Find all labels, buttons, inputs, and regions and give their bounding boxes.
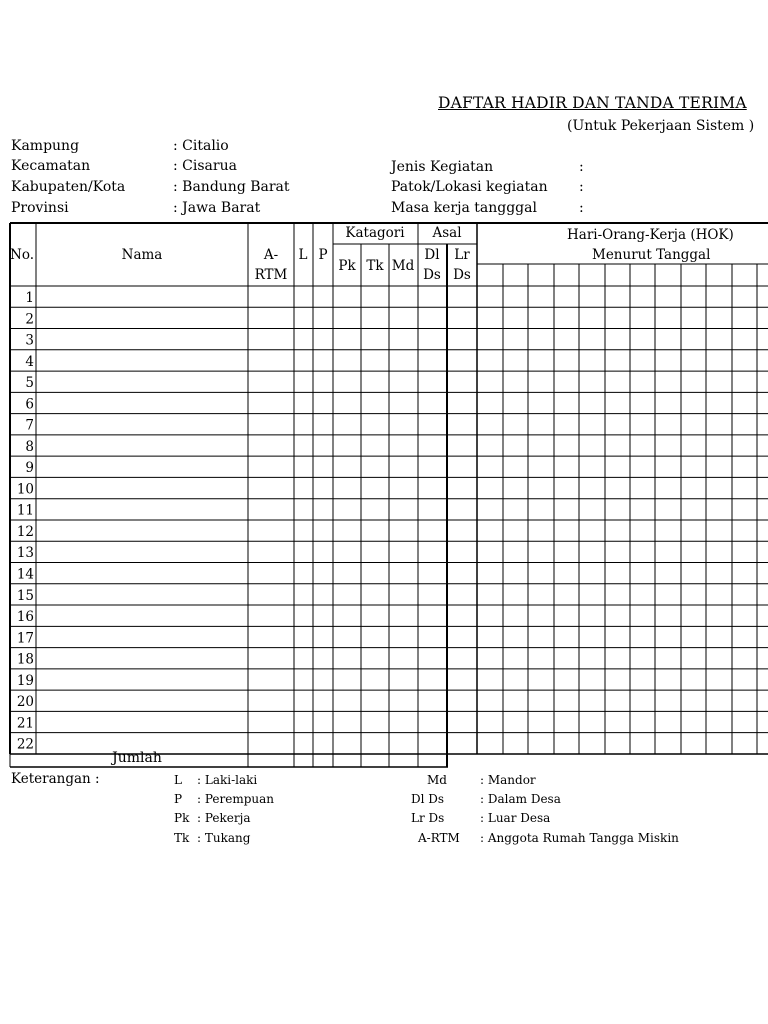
info-label-jenis-kegiatan: Jenis Kegiatan: [391, 159, 494, 175]
legend-desc-pk: : Pekerja: [197, 811, 251, 825]
header-lrds-line2: Ds: [453, 267, 471, 283]
header-dlds-line2: Ds: [423, 267, 441, 283]
row-number: 19: [16, 672, 34, 689]
row-number: 22: [16, 736, 34, 753]
header-hok: Hari-Orang-Kerja (HOK): [567, 227, 734, 243]
row-number: 3: [25, 332, 34, 349]
header-no: No.: [10, 247, 34, 263]
row-number: 6: [25, 396, 34, 413]
info-label-patok-lokasi: Patok/Lokasi kegiatan: [391, 179, 548, 195]
legend-abbr-dlds: Dl Ds: [411, 792, 445, 806]
document-title: DAFTAR HADIR DAN TANDA TERIMA: [438, 94, 747, 112]
row-number: 1: [25, 290, 34, 306]
info-value-kecamatan: : Cisarua: [173, 158, 237, 174]
header-artm-line2: RTM: [254, 267, 288, 283]
legend-abbr-artm: A-RTM: [418, 831, 460, 845]
row-number: 16: [16, 609, 34, 626]
legend-desc-tk: : Tukang: [197, 831, 251, 845]
row-number: 2: [25, 311, 34, 328]
legend-desc-p: : Perempuan: [197, 792, 275, 806]
row-number: 21: [16, 715, 34, 732]
row-number: 20: [16, 694, 34, 711]
header-pk: Pk: [338, 258, 356, 274]
info-value-jenis-kegiatan: :: [579, 159, 584, 175]
info-value-provinsi: : Jawa Barat: [173, 200, 261, 216]
legend-abbr-p: P: [174, 792, 183, 806]
info-label-kampung: Kampung: [11, 138, 80, 154]
header-p: P: [318, 247, 328, 263]
legend-desc-dlds: : Dalam Desa: [480, 792, 561, 806]
row-number: 12: [16, 523, 34, 540]
row-number: 8: [25, 438, 34, 455]
legend-abbr-pk: Pk: [174, 811, 190, 825]
header-dlds-line1: Dl: [424, 247, 440, 263]
legend-desc-lrds: : Luar Desa: [480, 811, 551, 825]
info-label-provinsi: Provinsi: [11, 200, 69, 216]
row-number: 18: [16, 651, 34, 668]
row-number: 14: [16, 566, 34, 583]
row-number: 4: [25, 353, 34, 370]
header-nama: Nama: [121, 247, 163, 263]
info-label-kabupaten: Kabupaten/Kota: [11, 179, 126, 195]
header-tk: Tk: [366, 258, 384, 274]
row-number: 17: [16, 630, 34, 647]
header-menurut-tanggal: Menurut Tanggal: [592, 247, 711, 263]
info-value-kampung: : Citalio: [173, 138, 229, 154]
document-subtitle: (Untuk Pekerjaan Sistem ): [567, 118, 755, 134]
info-label-kecamatan: Kecamatan: [11, 158, 91, 174]
header-l: L: [298, 247, 308, 263]
row-number: 9: [25, 460, 34, 477]
keterangan-label: Keterangan :: [11, 771, 100, 787]
legend-abbr-md: Md: [427, 773, 447, 787]
row-number: 13: [16, 545, 34, 562]
info-value-kabupaten: : Bandung Barat: [173, 179, 290, 195]
legend-abbr-tk: Tk: [174, 831, 190, 845]
legend-abbr-l: L: [174, 773, 182, 787]
row-number: 10: [16, 481, 34, 498]
legend-desc-artm: : Anggota Rumah Tangga Miskin: [480, 831, 679, 845]
legend-abbr-lrds: Lr Ds: [411, 811, 445, 825]
legend-desc-l: : Laki-laki: [197, 773, 258, 787]
header-artm-line1: A-: [263, 247, 279, 263]
info-value-masa-kerja: :: [579, 200, 584, 216]
row-number: 11: [16, 502, 34, 519]
header-asal: Asal: [432, 225, 462, 241]
info-label-masa-kerja: Masa kerja tangggal: [391, 200, 537, 216]
row-number: 15: [16, 587, 34, 604]
row-number: 5: [25, 375, 34, 392]
header-md: Md: [391, 258, 415, 274]
info-value-patok-lokasi: :: [579, 179, 584, 195]
row-number: 7: [25, 417, 34, 434]
header-lrds-line1: Lr: [454, 247, 470, 263]
legend-desc-md: : Mandor: [480, 773, 536, 787]
jumlah-label: Jumlah: [112, 750, 162, 766]
header-katagori: Katagori: [345, 225, 405, 241]
